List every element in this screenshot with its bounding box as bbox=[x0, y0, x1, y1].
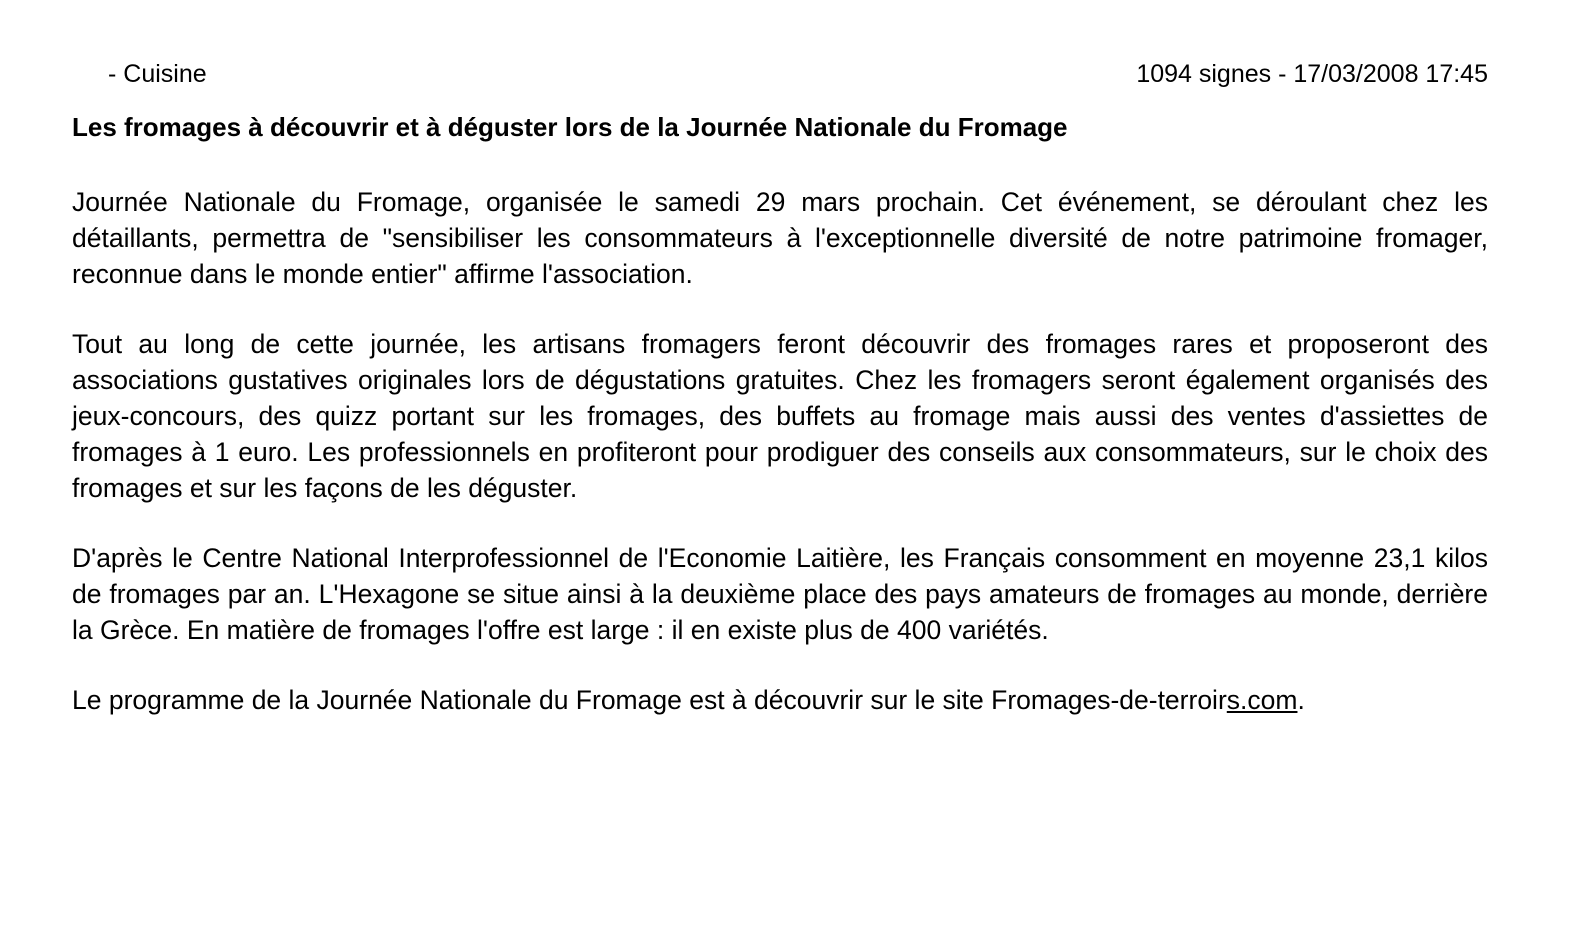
paragraph-1: Journée Nationale du Fromage, organisée le samedi 29 mars prochain. Cet événement, se déroulant chez les détaillants, permettra de "sensibiliser les consommateurs à l'exceptionnelle diversité de notre patrimoine fromager, reconnue dans le monde entier" affirme l'association. bbox=[72, 187, 1488, 289]
paragraph-2: Tout au long de cette journée, les artisans fromagers feront découvrir des fromages rares et proposeront des associations gustatives originales lors de dégustations gratuites. Chez les fromagers seront également organisés des jeux-concours, des quizz portant sur les fromages, des buffets au fromage mais aussi des ventes d'assiettes de fromages à 1 euro. Les professionnels en profiteront pour prodiguer des conseils aux consommateurs, sur le choix des fromages et sur les façons de les déguster. bbox=[72, 329, 1488, 503]
article-meta bbox=[72, 58, 1488, 90]
sign-count-and-date: 1094 signes - 17/03/2008 17:45 bbox=[1136, 60, 1488, 88]
document-page bbox=[72, 58, 1488, 718]
paragraph-4-text: Le programme de la Journée Nationale du Fromage est à découvrir sur le site bbox=[72, 685, 992, 715]
paragraph-3: D'après le Centre National Interprofessionnel de l'Economie Laitière, les Français consomment en moyenne 23,1 kilos de fromages par an. L'Hexagone se situe ainsi à la deuxième place des pays amateurs de fromages au monde, derrière la Grèce. En matière de fromages l'offre est large : il en existe plus de 400 variétés. bbox=[72, 543, 1488, 645]
site-link-part1: Fromages-de-terroir bbox=[991, 685, 1227, 715]
site-link-part2: s.com bbox=[1226, 685, 1298, 715]
section-label: - Cuisine bbox=[108, 60, 207, 88]
paragraph-4 bbox=[72, 682, 1488, 718]
paragraph-4-trailing: . bbox=[1297, 685, 1305, 715]
article-title: Les fromages à découvrir et à déguster lors de la Journée Nationale du Fromage bbox=[72, 112, 1068, 142]
site-link[interactable] bbox=[991, 685, 1297, 715]
